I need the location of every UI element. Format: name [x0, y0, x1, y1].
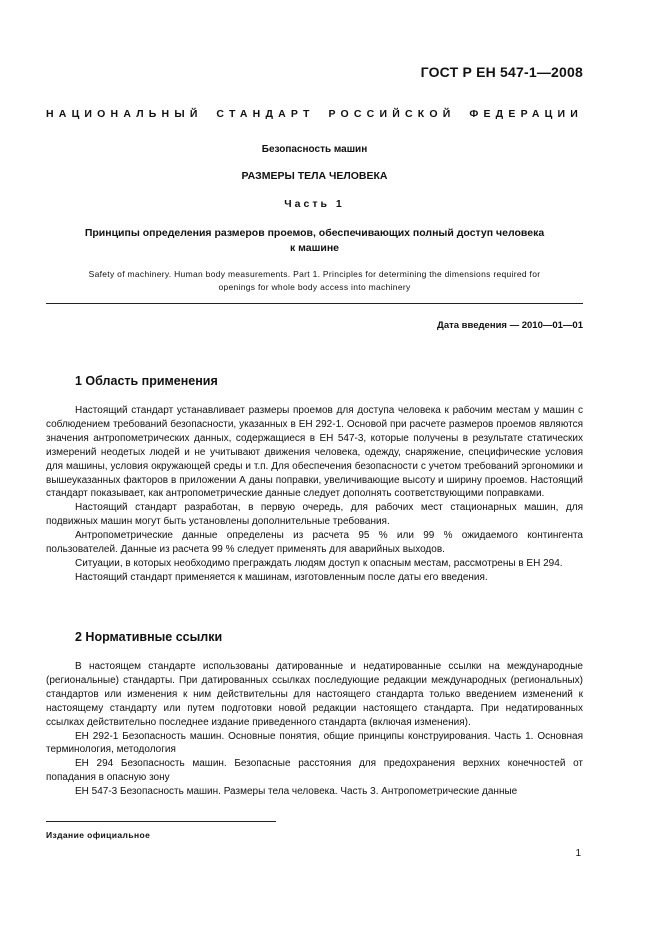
national-standard-banner: НАЦИОНАЛЬНЫЙ СТАНДАРТ РОССИЙСКОЙ ФЕДЕРАЦИИ [46, 108, 583, 120]
paragraph: Настоящий стандарт устанавливает размеры проемов для доступа человека к рабочим местам у машин с соблюдением требований безопасности, указанных в ЕН 292-1. Основой при расчете размеров проемов являются значения антропометрических данных, содержащиеся в ЕН 547-3, которые получены в результате статических измерений неодетых людей и не учитывают движения человека, одежду, снаряжение, специфические условия для машины, условия окружающей среды и т.п. Для обеспечения безопасности с учетом требований эргономики и вышеуказанных факторов в приложении А даны поправки, увеличивающие высоту и ширину проемов. Настоящий стандарт показывает, как антропометрические данные следует дополнять соответствующими поправками. [46, 405, 583, 500]
english-title-line: Safety of machinery. Human body measurements. Part 1. Principles for determining the dimensions required for [88, 269, 541, 279]
introduction-date: Дата введения — 2010—01—01 [437, 320, 583, 331]
reference-item: ЕН 547-3 Безопасность машин. Размеры тела человека. Часть 3. Антропометрические данные [75, 786, 518, 798]
document-title: РАЗМЕРЫ ТЕЛА ЧЕЛОВЕКА [241, 170, 388, 182]
section-2-heading: 2 Нормативные ссылки [75, 630, 223, 644]
paragraph: Антропометрические данные определены из расчета 95 % или 99 % ожидаемого контингента пользователей. Данные из расчета 99 % следует применять для аварийных выходов. [46, 530, 583, 556]
paragraph: Настоящий стандарт разработан, в первую очередь, для рабочих мест стационарных машин, для подвижных машин могут быть установлены дополнительные требования. [46, 502, 583, 528]
paragraph: Ситуации, в которых необходимо преграждать людям доступ к опасным местам, рассмотрены в ЕН 294. [75, 557, 563, 569]
document-code: ГОСТ Р ЕН 547-1—2008 [420, 64, 583, 80]
section-1-heading: 1 Область применения [75, 374, 218, 388]
page-number: 1 [575, 848, 581, 859]
subtitle-line: Принципы определения размеров проемов, обеспечивающих полный доступ человека [84, 227, 545, 239]
document-subject: Безопасность машин [261, 144, 368, 155]
reference-item: ЕН 294 Безопасность машин. Безопасные расстояния для предохранения верхних конечностей от попадания в опасную зону [46, 758, 583, 784]
document-subtitle [46, 226, 583, 256]
section-2-body [46, 660, 583, 799]
document-part: Часть 1 [284, 198, 345, 210]
footer-divider [46, 821, 276, 822]
paragraph: Настоящий стандарт применяется к машинам, изготовленным после даты его введения. [75, 571, 488, 583]
section-1-body [46, 404, 583, 585]
english-title-line: openings for whole body access into machinery [218, 282, 411, 292]
subtitle-line: к машине [289, 242, 340, 254]
divider [46, 303, 583, 304]
english-title [46, 268, 583, 294]
paragraph: В настоящем стандарте использованы датированные и недатированные ссылки на международные (региональные) стандарты. При датированных ссылках последующие редакции международных (региональных) стандартов или изменения к ним действительны для настоящего стандарта только введением изменений к настоящему стандарту или путем подготовки новой редакции настоящего стандарта. При недатированных ссылках действительно последнее издание приведенного стандарта (включая изменения). [46, 661, 583, 728]
reference-item: ЕН 292-1 Безопасность машин. Основные понятия, общие принципы конструирования. Часть 1. Основная терминология, методология [46, 730, 583, 756]
edition-label: Издание официальное [46, 830, 151, 840]
